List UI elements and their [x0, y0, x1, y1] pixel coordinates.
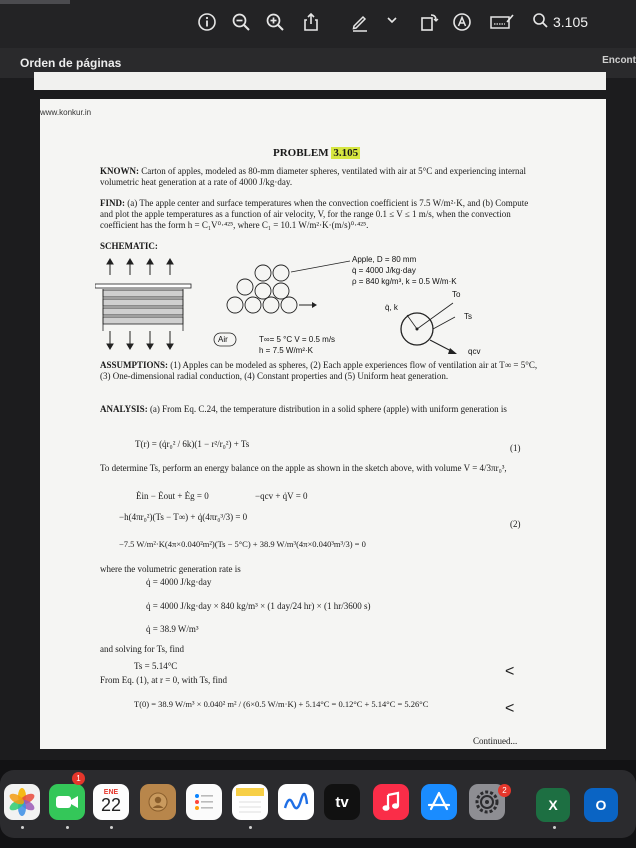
analysis-paragraph: [100, 404, 540, 415]
running-indicator: [66, 826, 69, 829]
reminders-app-icon[interactable]: [186, 784, 222, 820]
site-url: www.konkur.in: [40, 108, 92, 117]
zoom-in-icon[interactable]: [264, 12, 286, 34]
find-text: (a) The apple center and surface temperatures when the convection coefficient is 7.5 W/m²·K, and (b) Compute and plot the apple temperatures as a function of air velocity, V, for the range 0.1 ≤ V ≤ 1 m/s, when the convection coefficient has the form h = C₁V⁰·⁴²⁵, where C₁ = 10.1 W/m²·K·(m/s)⁰·⁴²⁵.: [100, 198, 529, 230]
equation-2-number: (2): [510, 519, 521, 529]
continued-label: Continued...: [473, 736, 518, 746]
excel-app-icon[interactable]: [536, 788, 570, 822]
energy-balance-1b: −qcv + q̇V = 0: [255, 491, 308, 501]
h-label: h = 7.5 W/m²·K: [259, 346, 314, 355]
toolbar: [0, 0, 636, 48]
equation-1-number: (1): [510, 443, 521, 453]
previous-page-edge[interactable]: [34, 72, 606, 90]
air-label: Air: [218, 335, 228, 344]
zoom-out-icon[interactable]: [230, 12, 252, 34]
sidebar-title: Orden de páginas: [20, 56, 122, 70]
schematic-heading: SCHEMATIC:: [100, 241, 158, 251]
freeform-app-icon[interactable]: [278, 784, 314, 820]
energy-balance-3: −7.5 W/m²·K(4π×0.040²m²)(Ts − 5°C) + 38.9 W/m³(4π×0.040³m³/3) = 0: [119, 539, 366, 549]
analysis-label: ANALYSIS:: [100, 404, 148, 414]
problem-number-highlight: 3.105: [333, 147, 359, 159]
tv-label: tv: [335, 793, 349, 811]
running-indicator: [249, 826, 252, 829]
q-gen-2: q̇ = 4000 J/kg·day × 840 kg/m³ × (1 day/24 hr) × (1 hr/3600 s): [146, 601, 371, 611]
solving-text: and solving for Ts, find: [100, 644, 184, 654]
find-label: FIND:: [100, 198, 125, 208]
excel-label: X: [548, 797, 558, 813]
assumptions-label: ASSUMPTIONS:: [100, 360, 169, 370]
q-gen-3: q̇ = 38.9 W/m³: [146, 624, 199, 634]
problem-title: [273, 147, 360, 159]
search-icon[interactable]: [530, 12, 552, 34]
music-app-icon[interactable]: [373, 784, 409, 820]
known-label: KNOWN:: [100, 166, 139, 176]
ts-result: Ts = 5.14°C: [134, 661, 178, 671]
outlook-app-icon[interactable]: [584, 788, 618, 822]
determine-paragraph: To determine Ts, perform an energy balance on the apple as shown in the sketch above, with volume V = 4/3πr₀³,: [100, 463, 507, 473]
t0-result: T(0) = 38.9 W/m³ × 0.040² m² / (6×0.5 W/m·K) + 5.14°C = 0.12°C + 5.14°C = 5.26°C: [134, 699, 429, 709]
info-icon[interactable]: [196, 12, 218, 34]
to-label: To: [452, 290, 461, 299]
assumptions-text: (1) Apples can be modeled as spheres, (2) Each apple experiences flow of ventilation air at T∞ = 5°C, (3) One-dimensional radial conduction, (4) Constant properties and (5) Uniform heat generation.: [100, 360, 538, 381]
outlook-label: O: [595, 797, 607, 813]
answer-mark-2: <: [505, 700, 515, 717]
chevron-down-icon[interactable]: [381, 12, 403, 34]
ts-label: Ts: [464, 312, 472, 321]
facetime-app-icon[interactable]: [49, 784, 85, 820]
q-gen-1: q̇ = 4000 J/kg·day: [146, 577, 212, 587]
assumptions-paragraph: [100, 360, 540, 382]
notes-app-icon[interactable]: [232, 784, 268, 820]
markup-icon[interactable]: [349, 12, 371, 34]
answer-mark: <: [505, 663, 515, 680]
props-label: ρ = 840 kg/m³, k = 0.5 W/m·K: [352, 277, 457, 286]
from-text: From Eq. (1), at r = 0, with Ts, find: [100, 675, 228, 685]
form-icon[interactable]: [489, 12, 515, 34]
calendar-app-icon[interactable]: [93, 784, 129, 820]
apple-label: Apple, D = 80 mm: [352, 255, 417, 264]
window-strip: [0, 0, 70, 4]
known-text: Carton of apples, modeled as 80-mm diameter spheres, ventilated with air at 5°C and experiencing internal volumetric heat generation at a rate of 4000 J/kg·day.: [100, 166, 526, 187]
energy-balance-2: −h(4πr₀²)(Ts − T∞) + q̇(4πr₀³/3) = 0: [119, 512, 248, 522]
search-panel-title: Encont: [602, 55, 636, 66]
rotate-icon[interactable]: [418, 12, 440, 34]
tinf-label: T∞= 5 °C V = 0.5 m/s: [259, 335, 336, 344]
apple-tv-app-icon[interactable]: [324, 784, 360, 820]
qgen-label: q̇ = 4000 J/kg·day: [352, 266, 416, 275]
contacts-app-icon[interactable]: [140, 784, 176, 820]
running-indicator: [21, 826, 24, 829]
equation-1: T(r) = (q̇r₀² / 6k)(1 − r²/r₀²) + Ts: [135, 439, 250, 449]
running-indicator: [110, 826, 113, 829]
qcv-label: qcv: [468, 347, 481, 356]
where-text: where the volumetric generation rate is: [100, 564, 241, 574]
settings-badge: 2: [498, 784, 511, 797]
energy-balance-1: Ėin − Ėout + Ėg = 0: [136, 491, 209, 501]
accessibility-icon[interactable]: [451, 12, 473, 34]
calendar-day: 22: [100, 794, 122, 815]
app-store-app-icon[interactable]: [421, 784, 457, 820]
facetime-badge: 1: [72, 772, 85, 785]
photos-app-icon[interactable]: [4, 784, 40, 820]
known-paragraph: [100, 166, 540, 188]
find-paragraph: [100, 198, 540, 231]
search-field-value[interactable]: 3.105: [553, 14, 589, 30]
running-indicator: [553, 826, 556, 829]
share-icon[interactable]: [300, 12, 322, 34]
document-page: [40, 99, 606, 749]
schematic-figure: [95, 247, 535, 359]
calendar-month: ENE: [103, 788, 119, 796]
analysis-text: (a) From Eq. C.24, the temperature distribution in a solid sphere (apple) with uniform generation is: [149, 404, 507, 414]
qk-label: q̇, k: [385, 303, 398, 312]
problem-label: PROBLEM: [273, 147, 332, 159]
